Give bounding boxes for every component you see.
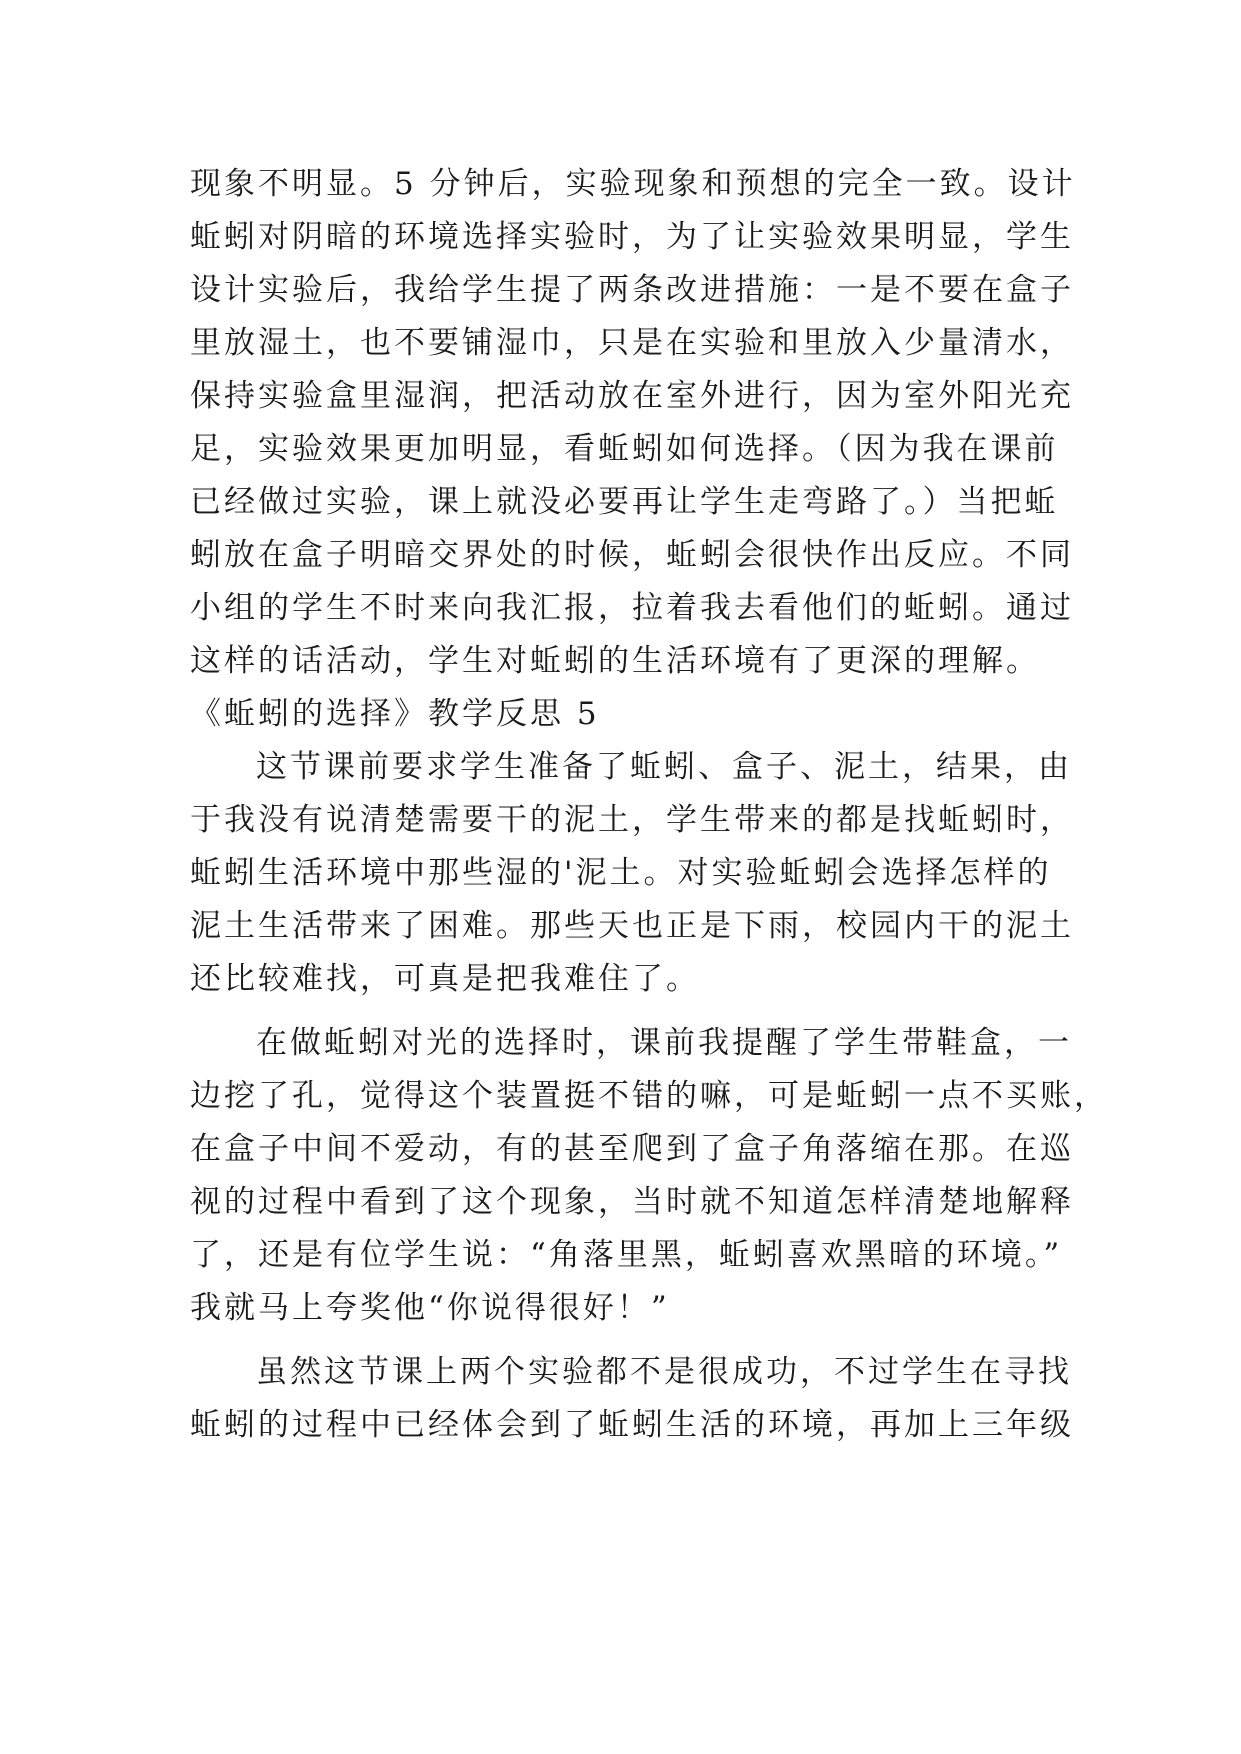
paragraph-4 (190, 1346, 1090, 1452)
text-line: 在做蚯蚓对光的选择时，课前我提醒了学生带鞋盒，一 (256, 1025, 1072, 1061)
text-line: 这样的话活动，学生对蚯蚓的生活环境有了更深的理解。 (190, 643, 1040, 679)
text-line: 泥土生活带来了困难。那些天也正是下雨，校园内干的泥土 (190, 908, 1074, 944)
text-line: 已经做过实验，课上就没必要再让学生走弯路了。）当把蚯 (190, 484, 1059, 520)
text-line: 蚓放在盒子明暗交界处的时候，蚯蚓会很快作出反应。不同 (190, 537, 1074, 573)
paragraph-1 (190, 158, 1090, 688)
text-line: 了，还是有位学生说：“角落里黑，蚯蚓喜欢黑暗的环境。” (190, 1237, 1063, 1273)
text-line: 视的过程中看到了这个现象，当时就不知道怎样清楚地解释 (190, 1184, 1074, 1220)
text-line: 保持实验盒里湿润，把活动放在室外进行，因为室外阳光充 (190, 378, 1074, 414)
paragraph-2 (190, 741, 1090, 1006)
text-line: 蚯蚓生活环境中那些湿的'泥土。对实验蚯蚓会选择怎样的 (190, 855, 1052, 891)
text-line: 里放湿土，也不要铺湿巾，只是在实验和里放入少量清水， (190, 325, 1074, 361)
text-line: 虽然这节课上两个实验都不是很成功，不过学生在寻找 (256, 1354, 1072, 1390)
document-page (190, 158, 1108, 1452)
text-line: 在盒子中间不爱动，有的甚至爬到了盒子角落缩在那。在巡 (190, 1131, 1074, 1167)
text-line: 我就马上夸奖他“你说得很好！” (190, 1290, 670, 1326)
text-line: 边挖了孔，觉得这个装置挺不错的嘛，可是蚯蚓一点不买账， (190, 1078, 1108, 1114)
text-line: 蚯蚓对阴暗的环境选择实验时，为了让实验效果明显，学生 (190, 219, 1074, 255)
text-line: 足，实验效果更加明显，看蚯蚓如何选择。（因为我在课前 (190, 431, 1059, 467)
paragraph-3 (190, 1017, 1108, 1335)
section-title: 《蚯蚓的选择》教学反思 5 (190, 696, 600, 732)
paragraph-gap (190, 1006, 1090, 1017)
text-line: 小组的学生不时来向我汇报，拉着我去看他们的蚯蚓。通过 (190, 590, 1074, 626)
text-line: 现象不明显。5 分钟后，实验现象和预想的完全一致。设计 (190, 166, 1076, 202)
paragraph-gap (190, 1335, 1090, 1346)
text-line: 蚯蚓的过程中已经体会到了蚯蚓生活的环境，再加上三年级 (190, 1407, 1074, 1443)
text-line: 还比较难找，可真是把我难住了。 (190, 961, 700, 997)
text-line: 于我没有说清楚需要干的泥土，学生带来的都是找蚯蚓时， (190, 802, 1074, 838)
text-line: 这节课前要求学生准备了蚯蚓、盒子、泥土，结果，由 (256, 749, 1072, 785)
text-line: 设计实验后，我给学生提了两条改进措施：一是不要在盒子 (190, 272, 1074, 308)
